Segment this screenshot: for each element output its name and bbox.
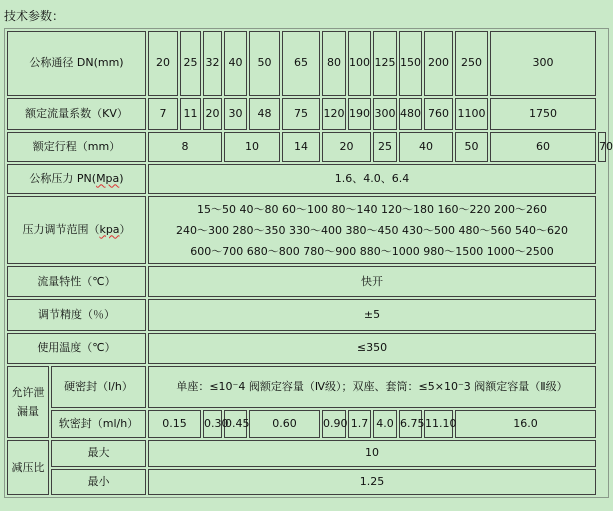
pn-label: 公称压力 PN(Mpa) [7,164,146,194]
pn-value: 1.6、4.0、6.4 [148,164,596,194]
row-pn [7,164,606,194]
spec-table [4,28,613,498]
range-value [148,196,596,264]
dn-value: 200 [424,31,453,96]
ratio-max-label: 最大 [51,440,146,467]
ratio-max-value: 10 [148,440,596,467]
row-dn [7,31,606,96]
kv-value: 30 [224,98,247,130]
kv-value: 11 [180,98,201,130]
dn-value: 20 [148,31,178,96]
soft-seal-value: 0.15 [148,410,201,438]
soft-seal-value: 16.0 [455,410,596,438]
soft-seal-value: 6.75 [399,410,422,438]
soft-seal-value: 0.90 [322,410,346,438]
dn-value: 65 [282,31,320,96]
kv-value: 48 [249,98,280,130]
dn-value: 125 [373,31,397,96]
stroke-value: 20 [322,132,371,162]
soft-seal-value: 4.0 [373,410,397,438]
row-accuracy [7,299,606,330]
stroke-value: 70 [598,132,606,162]
dn-value: 32 [203,31,222,96]
dn-value: 40 [224,31,247,96]
accuracy-value: ±5 [148,299,596,330]
dn-value: 300 [490,31,596,96]
temperature-value: ≤350 [148,333,596,364]
kv-value: 300 [373,98,397,130]
dn-value: 150 [399,31,422,96]
kv-value: 1100 [455,98,488,130]
stroke-value: 25 [373,132,397,162]
kv-value: 1750 [490,98,596,130]
soft-seal-value: 0.45 [224,410,247,438]
accuracy-label: 调节精度（％） [7,299,146,330]
hard-seal-label: 硬密封（l/h） [51,366,146,408]
soft-seal-label: 软密封（ml/h） [51,410,146,438]
section-heading: 技术参数： [4,9,65,23]
kv-value: 120 [322,98,346,130]
stroke-value: 10 [224,132,280,162]
kv-value: 75 [282,98,320,130]
soft-seal-value: 0.60 [249,410,320,438]
row-ratio-min [7,469,606,495]
dn-label: 公称通径 DN(mm) [7,31,146,96]
stroke-value: 8 [148,132,222,162]
range-line: 240～300 280～350 330～400 380～450 430～500 480～560 540～620 [176,223,568,237]
flow-char-label: 流量特性（℃） [7,266,146,297]
stroke-value: 60 [490,132,596,162]
range-line: 600～700 680～800 780～900 880～1000 980～1500 1000～2500 [190,244,554,258]
kv-value: 760 [424,98,453,130]
row-ratio-max [7,440,606,467]
dn-value: 80 [322,31,346,96]
dn-value: 50 [249,31,280,96]
kv-value: 480 [399,98,422,130]
row-range [7,196,606,264]
range-label: 压力调节范围（kpa） [7,196,146,264]
soft-seal-value: 11.10 [424,410,453,438]
ratio-min-value: 1.25 [148,469,596,495]
dn-value: 100 [348,31,371,96]
kv-value: 7 [148,98,178,130]
row-temperature [7,333,606,364]
stroke-label: 额定行程（mm） [7,132,146,162]
row-stroke [7,132,606,162]
row-kv [7,98,606,130]
kv-label: 额定流量系数（KV） [7,98,146,130]
soft-seal-value: 1.7 [348,410,371,438]
kv-value: 20 [203,98,222,130]
range-line: 15～50 40～80 60～100 80～140 120～180 160～220 200～260 [197,202,547,216]
ratio-min-label: 最小 [51,469,146,495]
leakage-group-label: 允许泄漏量 [7,366,49,438]
stroke-value: 14 [282,132,320,162]
dn-value: 25 [180,31,201,96]
flow-char-value: 快开 [148,266,596,297]
temperature-label: 使用温度（℃） [7,333,146,364]
kv-value: 190 [348,98,371,130]
row-leakage-soft [7,410,606,438]
stroke-value: 40 [399,132,453,162]
pressure-ratio-group-label: 减压比 [7,440,49,495]
stroke-value: 50 [455,132,488,162]
row-leakage-hard [7,366,606,408]
row-flow-char [7,266,606,297]
hard-seal-value: 单座：≤10⁻4 阀额定容量（Ⅳ级）；双座、套筒：≤5×10⁻3 阀额定容量（Ⅱ级） [148,366,596,408]
dn-value: 250 [455,31,488,96]
soft-seal-value: 0.30 [203,410,222,438]
